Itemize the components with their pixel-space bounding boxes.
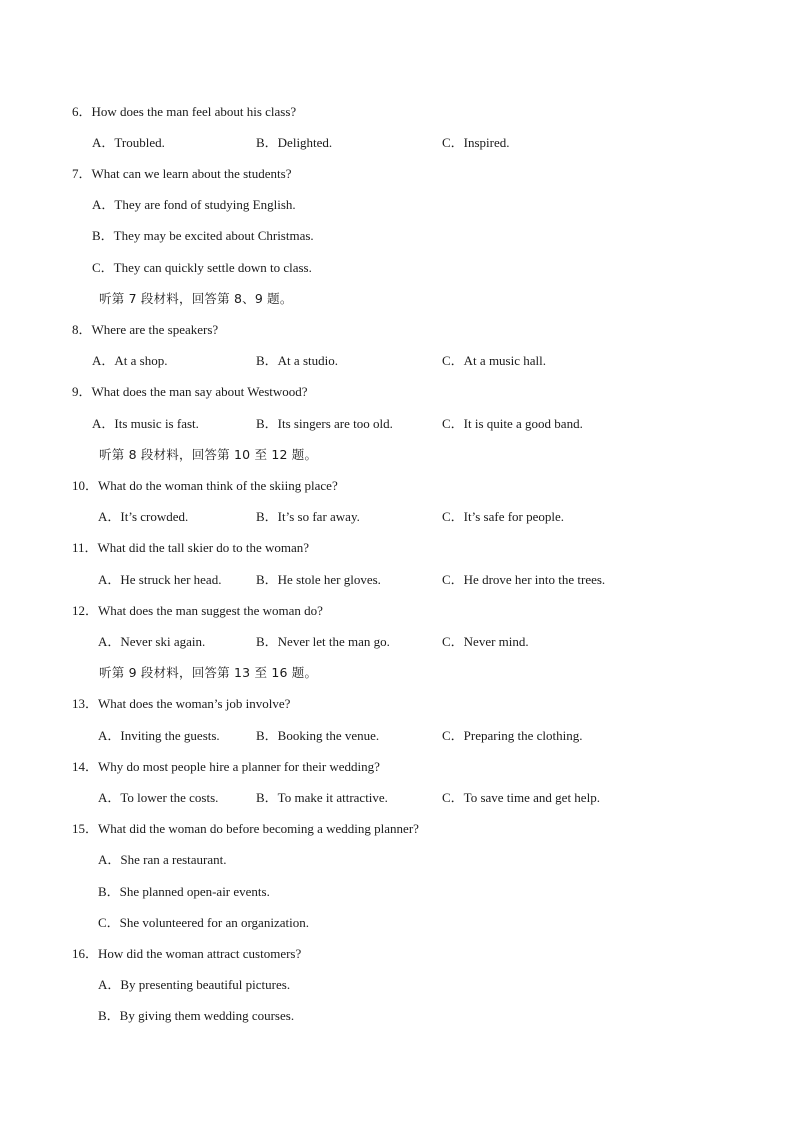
question-10-option-c: C．It’s safe for people.: [442, 509, 565, 524]
question-16-option-a: A．By presenting beautiful pictures.: [98, 977, 291, 992]
question-7-option-c: C．They can quickly settle down to class.: [92, 260, 312, 275]
question-10-option-a: A．It’s crowded.: [98, 509, 189, 524]
question-6-option-c: C．Inspired.: [442, 135, 510, 150]
question-15-option-b: B．She planned open-air events.: [98, 884, 270, 899]
question-14-option-a: A．To lower the costs.: [98, 790, 219, 805]
section-instruction-8: 听第 8 段材料，回答第 10 至 12 题。: [99, 447, 318, 462]
question-11-stem: 11．What did the tall skier do to the woman?: [72, 540, 310, 555]
question-11-option-c: C．He drove her into the trees.: [442, 572, 606, 587]
question-8-option-a: A．At a shop.: [92, 353, 168, 368]
question-10-stem: 10．What do the woman think of the skiing place?: [72, 478, 338, 493]
question-8-option-b: B．At a studio.: [256, 353, 338, 368]
question-6-stem: 6．How does the man feel about his class?: [72, 104, 297, 119]
question-13-option-a: A．Inviting the guests.: [98, 728, 220, 743]
question-16-option-b: B．By giving them wedding courses.: [98, 1008, 295, 1023]
question-11-option-a: A．He struck her head.: [98, 572, 222, 587]
question-7-option-a: A．They are fond of studying English.: [92, 197, 296, 212]
question-6-option-a: A．Troubled.: [92, 135, 165, 150]
question-13-stem: 13．What does the woman’s job involve?: [72, 696, 291, 711]
question-15-option-a: A．She ran a restaurant.: [98, 852, 227, 867]
question-7-stem: 7．What can we learn about the students?: [72, 166, 292, 181]
question-15-stem: 15．What did the woman do before becoming a wedding planner?: [72, 821, 419, 836]
question-15-option-c: C．She volunteered for an organization.: [98, 915, 309, 930]
question-6-option-b: B．Delighted.: [256, 135, 333, 150]
question-9-stem: 9．What does the man say about Westwood?: [72, 384, 308, 399]
question-11-option-b: B．He stole her gloves.: [256, 572, 381, 587]
question-10-option-b: B．It’s so far away.: [256, 509, 360, 524]
question-7-option-b: B．They may be excited about Christmas.: [92, 228, 314, 243]
question-12-option-b: B．Never let the man go.: [256, 634, 390, 649]
section-instruction-7: 听第 7 段材料，回答第 8、9 题。: [99, 291, 293, 306]
question-8-stem: 8．Where are the speakers?: [72, 322, 219, 337]
question-14-stem: 14．Why do most people hire a planner for their wedding?: [72, 759, 380, 774]
question-8-option-c: C．At a music hall.: [442, 353, 546, 368]
question-9-option-c: C．It is quite a good band.: [442, 416, 583, 431]
question-12-option-c: C．Never mind.: [442, 634, 529, 649]
question-13-option-c: C．Preparing the clothing.: [442, 728, 583, 743]
question-13-option-b: B．Booking the venue.: [256, 728, 380, 743]
question-12-stem: 12．What does the man suggest the woman do?: [72, 603, 323, 618]
section-instruction-9: 听第 9 段材料，回答第 13 至 16 题。: [99, 665, 318, 680]
question-9-option-b: B．Its singers are too old.: [256, 416, 393, 431]
question-14-option-b: B．To make it attractive.: [256, 790, 388, 805]
question-16-stem: 16．How did the woman attract customers?: [72, 946, 302, 961]
question-14-option-c: C．To save time and get help.: [442, 790, 600, 805]
question-9-option-a: A．Its music is fast.: [92, 416, 199, 431]
question-12-option-a: A．Never ski again.: [98, 634, 206, 649]
